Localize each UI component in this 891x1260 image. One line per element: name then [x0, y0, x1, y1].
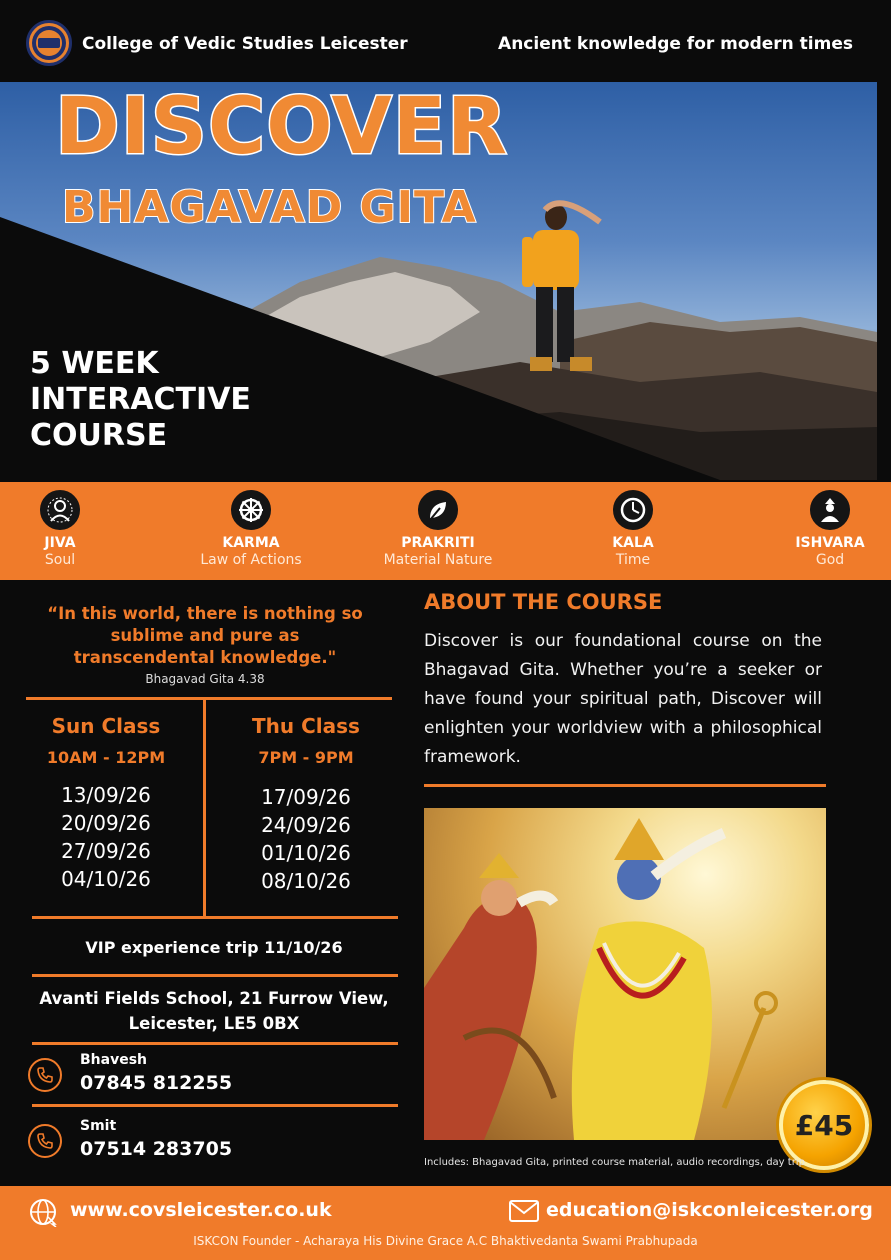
date: 08/10/26 [261, 869, 351, 893]
pillar-kala [563, 482, 703, 568]
sun-class-time: 10AM - 12PM [46, 748, 166, 767]
divider [424, 784, 826, 787]
divider [32, 1042, 398, 1045]
pillar-subtitle: God [815, 552, 845, 568]
clock-icon [611, 488, 655, 532]
divider-vertical [203, 700, 206, 916]
website-link[interactable]: www.covsleicester.co.uk [70, 1199, 332, 1221]
date: 27/09/26 [61, 839, 151, 863]
thu-class-time: 7PM - 9PM [258, 748, 354, 767]
soul-icon [38, 488, 82, 532]
quote-source: Bhagavad Gita 4.38 [145, 672, 265, 686]
about-heading: ABOUT THE COURSE [424, 590, 663, 614]
phone-icon [28, 1058, 62, 1092]
date: 04/10/26 [61, 867, 151, 891]
pillar-karma [181, 482, 321, 568]
leaf-icon [416, 488, 460, 532]
contact-bhavesh[interactable] [28, 1052, 398, 1102]
contact-name: Bhavesh [80, 1052, 148, 1068]
contact-phone[interactable]: 07514 283705 [80, 1138, 233, 1160]
footer-bar [0, 1186, 891, 1260]
thu-class-heading: Thu Class [252, 714, 360, 738]
concepts-bar [0, 482, 891, 580]
divider [32, 916, 398, 919]
course-length [30, 346, 251, 454]
hero-title: DISCOVER [55, 82, 509, 172]
sun-class-dates [26, 781, 186, 893]
includes-note: Includes: Bhagavad Gita, printed course material, audio recordings, day trip [424, 1157, 805, 1168]
phone-icon [28, 1124, 62, 1158]
logo-emblem-icon [29, 23, 69, 63]
date: 13/09/26 [61, 783, 151, 807]
pillar-name: KARMA [222, 535, 280, 551]
pillar-subtitle: Time [615, 552, 651, 568]
painting-illustration [424, 808, 826, 1140]
email-link[interactable]: education@iskconleicester.org [546, 1199, 873, 1221]
pillar-name: JIVA [44, 535, 76, 551]
quote-text: “In this world, there is nothing so sublime and pure as transcendental knowledge." [47, 604, 363, 667]
venue-address [30, 986, 398, 1036]
contact-phone[interactable]: 07845 812255 [80, 1072, 233, 1094]
org-name: College of Vedic Studies Leicester [82, 34, 408, 54]
tagline: Ancient knowledge for modern times [498, 34, 853, 54]
pillar-jiva [0, 482, 130, 568]
vip-trip: VIP experience trip 11/10/26 [85, 938, 343, 957]
sun-class-heading: Sun Class [51, 714, 161, 738]
thu-class [226, 714, 386, 895]
price-badge: £45 [779, 1080, 869, 1170]
divider [32, 974, 398, 977]
divider [26, 697, 392, 700]
pillar-ishvara [760, 482, 891, 568]
pillar-subtitle: Law of Actions [200, 552, 302, 568]
krishna-arjuna-painting [424, 808, 826, 1140]
hero-subtitle: BHAGAVAD GITA [62, 182, 477, 233]
divider [32, 1104, 398, 1107]
pillar-name: KALA [612, 535, 654, 551]
date: 17/09/26 [261, 785, 351, 809]
venue-line-1: Avanti Fields School, 21 Furrow View, [39, 989, 389, 1008]
pillar-name: ISHVARA [795, 535, 865, 551]
sun-class [26, 714, 186, 893]
founder-credit: ISKCON Founder - Acharaya His Divine Grace A.C Bhaktivedanta Swami Prabhupada [193, 1234, 698, 1248]
course-line-2: INTERACTIVE [30, 382, 251, 417]
pillar-prakriti [368, 482, 508, 568]
date: 20/09/26 [61, 811, 151, 835]
course-line-1: 5 WEEK [30, 346, 159, 381]
wheel-icon [229, 488, 273, 532]
pillar-subtitle: Soul [44, 552, 76, 568]
venue-line-2: Leicester, LE5 0BX [128, 1014, 300, 1033]
deity-icon [808, 488, 852, 532]
globe-icon [28, 1197, 58, 1231]
about-text: Discover is our foundational course on the Bhagavad Gita. Whether you’re a seeker or have found your spiritual path, Discover will enlighten your worldview with a philosophical framework. [424, 631, 822, 767]
thu-class-dates [226, 783, 386, 895]
pillar-subtitle: Material Nature [383, 552, 493, 568]
date: 24/09/26 [261, 813, 351, 837]
date: 01/10/26 [261, 841, 351, 865]
pillar-name: PRAKRITI [401, 535, 475, 551]
email-icon [508, 1198, 540, 1228]
contact-smit[interactable] [28, 1118, 398, 1168]
course-line-3: COURSE [30, 418, 168, 453]
college-logo [26, 20, 72, 66]
contact-name: Smit [80, 1118, 117, 1134]
